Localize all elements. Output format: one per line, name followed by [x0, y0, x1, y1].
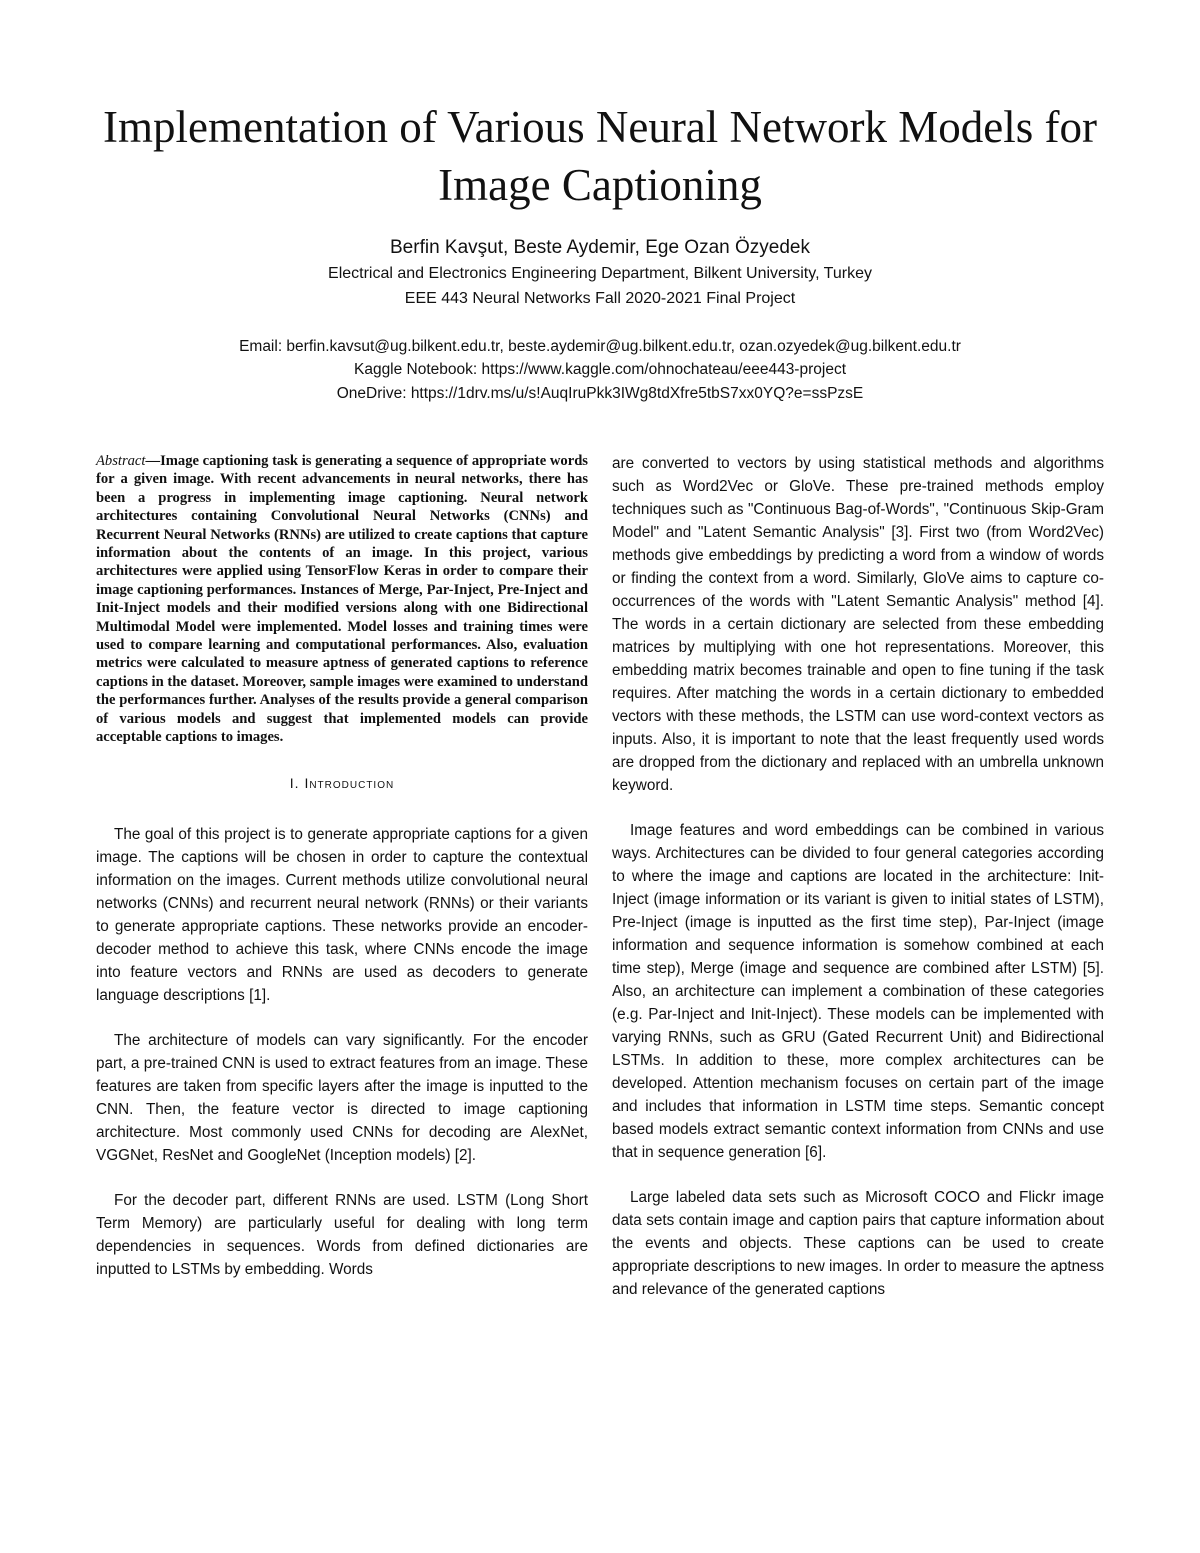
paper-title: Implementation of Various Neural Network Models for Image Captioning [103, 102, 1097, 210]
intro-paragraph-1: The goal of this project is to generate appropriate captions for a given image. The captions will be chosen in order to capture the contextual information on the images. Current methods utilize convolutional neural networks (CNNs) and recurrent neural network (RNNs) or their variants to generate appropriate captions. These networks provide an encoder-decoder method to achieve this task, where CNNs encode the image into feature vectors and RNNs are used as decoders to generate language descriptions [1]. [96, 825, 588, 1004]
intro-paragraph-5: Large labeled data sets such as Microsoft COCO and Flickr image data sets contain image and caption pairs that capture information about the events and objects. These captions can be used to create appropriate descriptions to new images. In order to measure the aptness and relevance of the generated captions [612, 1189, 1104, 1298]
right-column [612, 452, 1104, 1323]
left-column [96, 452, 588, 1303]
intro-paragraph-3-continued: are converted to vectors by using statistical methods and algorithms such as Word2Vec or GloVe. These pre-trained methods employ techniques such as "Continuous Bag-of-Words", "Continuous Skip-Gram Model" and "Latent Semantic Analysis" [3]. First two (from Word2Vec) methods give embeddings by predicting a word from a window of words or finding the context from a word. Similarly, GloVe aims to capture co-occurrences of the words with "Latent Semantic Analysis" method [4]. The words in a certain dictionary are selected from these embedding matrices by multiplying with one hot representations. Moreover, this embedding matrix becomes trainable and open to fine tuning if the task requires. After matching the words in a certain dictionary to embedded vectors with these methods, the LSTM can use word-context vectors as inputs. Also, it is important to note that the least frequently used words are dropped from the dictionary and replaced with an umbrella unknown keyword. [612, 455, 1104, 794]
email-line: Email: berfin.kavsut@ug.bilkent.edu.tr, beste.aydemir@ug.bilkent.edu.tr, ozan.ozyedek@ug.bilkent.edu.tr [239, 338, 961, 355]
intro-paragraph-4: Image features and word embeddings can be combined in various ways. Architectures can be divided to four general categories according to where the image and captions are located in the architecture: Init-Inject (image information or its variant is given to initial states of LSTM), Pre-Inject (image is inputted as the first time step), Par-Inject (image information and sequence information is somehow combined at each time step), Merge (image and sequence are combined after LSTM) [5]. Also, an architecture can implement a combination of these categories (e.g. Par-Inject and Init-Inject). These models can be implemented with varying RNNs, such as GRU (Gated Recurrent Unit) and Bidirectional LSTMs. In addition to these, more complex architectures can be developed. Attention mechanism focuses on certain part of the image and includes that information in LSTM time steps. Semantic concept based models extract semantic context information from CNNs and use that in sequence generation [6]. [612, 822, 1104, 1161]
section-title: Introduction [304, 774, 395, 791]
abstract-label: Abstract [96, 453, 146, 469]
author-list: Berfin Kavşut, Beste Aydemir, Ege Ozan Özyedek [390, 237, 810, 258]
abstract-text: —Image captioning task is generating a sequence of appropriate words for a given image. With recent advancements in neural networks, there has been a progress in implementing image captioning. Neural network architectures containing Convolutional Neural Networks (CNNs) and Recurrent Neural Networks (RNNs) are utilized to create captions that capture information about the contents of an image. In this project, various architectures were applied using TensorFlow Keras in order to compare their image captioning performances. Instances of Merge, Par-Inject, Pre-Inject and Init-Inject models and their modified versions along with one Bidirectional Multimodal Model were implemented. Model losses and training times were used to compare learning and computational performances. Also, evaluation metrics were calculated to measure aptness of generated captions to reference captions in the dataset. Moreover, sample images were examined to understand the performances further. Analyses of the results provide a general comparison of various models and suggest that implemented models can provide acceptable captions to images. [96, 453, 588, 746]
intro-paragraph-2: The architecture of models can vary significantly. For the encoder part, a pre-trained CNN is used to extract features from an image. These features are taken from specific layers after the image is inputted to the CNN. Then, the feature vector is directed to image captioning architecture. Most commonly used CNNs for decoding are AlexNet, VGGNet, ResNet and GoogleNet (Inception models) [2]. [96, 1031, 588, 1164]
abstract [96, 452, 588, 747]
section-heading-introduction [96, 775, 588, 791]
course-info: EEE 443 Neural Networks Fall 2020-2021 Final Project [404, 290, 796, 307]
section-number: I. [289, 774, 300, 791]
kaggle-link[interactable]: Kaggle Notebook: https://www.kaggle.com/ohnochateau/eee443-project [353, 361, 846, 378]
onedrive-link[interactable]: OneDrive: https://1drv.ms/u/s!AuqIruPkk3IWg8tdXfre5tbS7xx0YQ?e=ssPzsE [336, 385, 864, 402]
affiliation: Electrical and Electronics Engineering Department, Bilkent University, Turkey [328, 265, 872, 282]
intro-paragraph-3: For the decoder part, different RNNs are used. LSTM (Long Short Term Memory) are particularly useful for dealing with long term dependencies in sequences. Words from defined dictionaries are inputted to LSTMs by embedding. Words [96, 1191, 588, 1278]
